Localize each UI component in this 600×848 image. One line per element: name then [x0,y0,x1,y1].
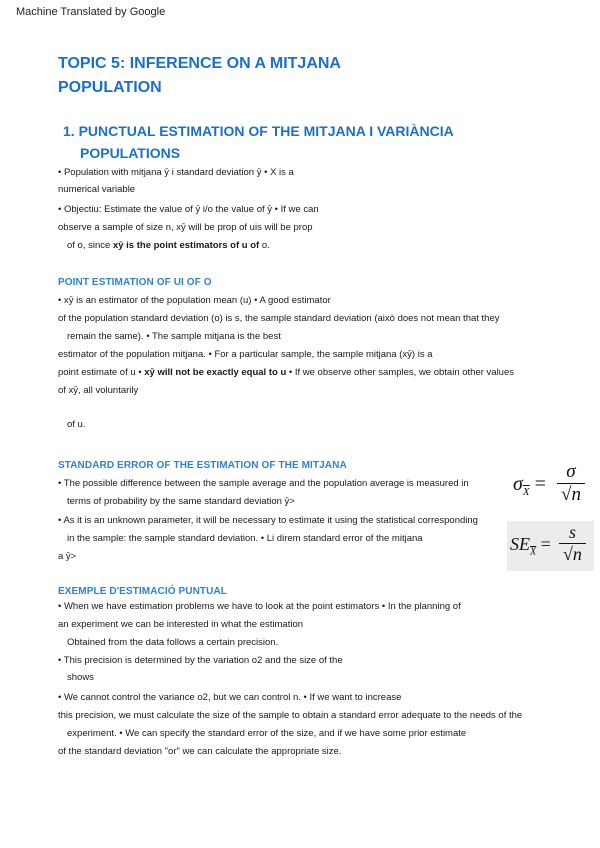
body-text: of the standard deviation "or" we can calculate the appropriate size. [58,746,342,757]
body-text: of u. [67,419,86,430]
body-text: • xȳ is an estimator of the population mean (u) • A good estimator [58,295,331,306]
body-text: • Objectiu: Estimate the value of ȳ i/o the value of ȳ • If we can [58,204,319,215]
body-text: experiment. • We can specify the standard error of the size, and if we have some prior estimate [67,728,467,739]
formula-fraction [559,522,586,565]
section-heading-line-2: POPULATIONS [80,145,181,161]
body-text [58,367,514,378]
formula-subscript-text: X [522,486,530,498]
machine-translated-label: Machine Translated by Google [16,6,166,18]
formula-numerator: σ [566,461,576,482]
formula-subscript-text: X [530,546,537,558]
formula-denominator [557,483,585,506]
formula-denominator-var: n [571,484,581,505]
formula-subscript [523,486,530,498]
section-heading-line-1: 1. PUNCTUAL ESTIMATION OF THE MITJANA I VARIÀNCIA [63,123,454,139]
body-text: an experiment we can be interested in what the estimation [58,619,304,630]
body-text: this precision, we must calculate the size of the sample to obtain a standard error adequate to the needs of the [58,710,523,721]
formula-denominator [559,543,586,565]
body-text [67,240,270,251]
formula-equals: = [534,473,546,495]
body-text: remain the same). • The sample mitjana is the best [67,331,281,342]
sqrt-symbol: √ [561,484,572,505]
sqrt-symbol: √ [563,544,573,564]
formula-standard-error [507,521,594,571]
body-text: shows [67,672,94,683]
body-text-segment: • If we observe other samples, we obtain other values [286,367,514,378]
formula-equals: = [540,534,551,554]
body-text: • We cannot control the variance o2, but we can control n. • If we want to increase [58,692,402,703]
body-text-bold: xȳ is the point estimators of u of [112,240,262,251]
subsection-heading: STANDARD ERROR OF THE ESTIMATION OF THE MITJANA [58,460,347,471]
subsection-heading: POINT ESTIMATION OF UI OF O [58,277,212,288]
body-text-segment: o. [261,240,270,251]
body-text: of the population standard deviation (o) is s, the sample standard deviation (això does not mean that they [58,313,500,324]
page-title-line-1: TOPIC 5: INFERENCE ON A MITJANA [58,55,341,72]
body-text: • As it is an unknown parameter, it will be necessary to estimate it using the statistical corresponding [58,515,478,526]
formula-fraction [557,461,585,506]
body-text: of xȳ, all voluntarily [58,385,139,396]
body-text: • When we have estimation problems we have to look at the point estimators • In the planning of [58,601,461,612]
body-text: estimator of the population mitjana. • For a particular sample, the sample mitjana (xȳ) is a [58,349,433,360]
formula-standard-deviation [505,458,593,514]
body-text-segment: point estimate of u • [58,367,145,378]
body-text: terms of probability by the same standard deviation ȳ> [67,496,295,507]
body-text: Obtained from the data follows a certain precision. [67,637,279,648]
body-text: • The possible difference between the sample average and the population average is measured in [58,478,469,489]
page-title-line-2: POPULATION [58,79,162,96]
body-text-bold: xȳ will not be exactly equal to u [144,367,287,378]
formula-numerator: s [568,522,576,542]
body-text: numerical variable [58,184,136,195]
body-text: • Population with mitjana ȳ i standard deviation ȳ • X is a [58,167,294,178]
body-text: in the sample: the sample standard deviation. • Li direm standard error of the mitjana [67,533,423,544]
formula-subscript [530,547,536,558]
body-text: • This precision is determined by the variation o2 and the size of the [58,655,343,666]
body-text-segment: of o, since [67,240,113,251]
subsection-heading: EXEMPLE D'ESTIMACIÓ PUNTUAL [58,586,227,597]
formula-lhs: SE [510,534,530,554]
body-text: a ȳ> [58,551,77,562]
formula-denominator-var: n [572,544,582,564]
body-text: observe a sample of size n, xȳ will be prop of uis will be prop [58,222,313,233]
formula-lhs: σ [513,473,523,495]
